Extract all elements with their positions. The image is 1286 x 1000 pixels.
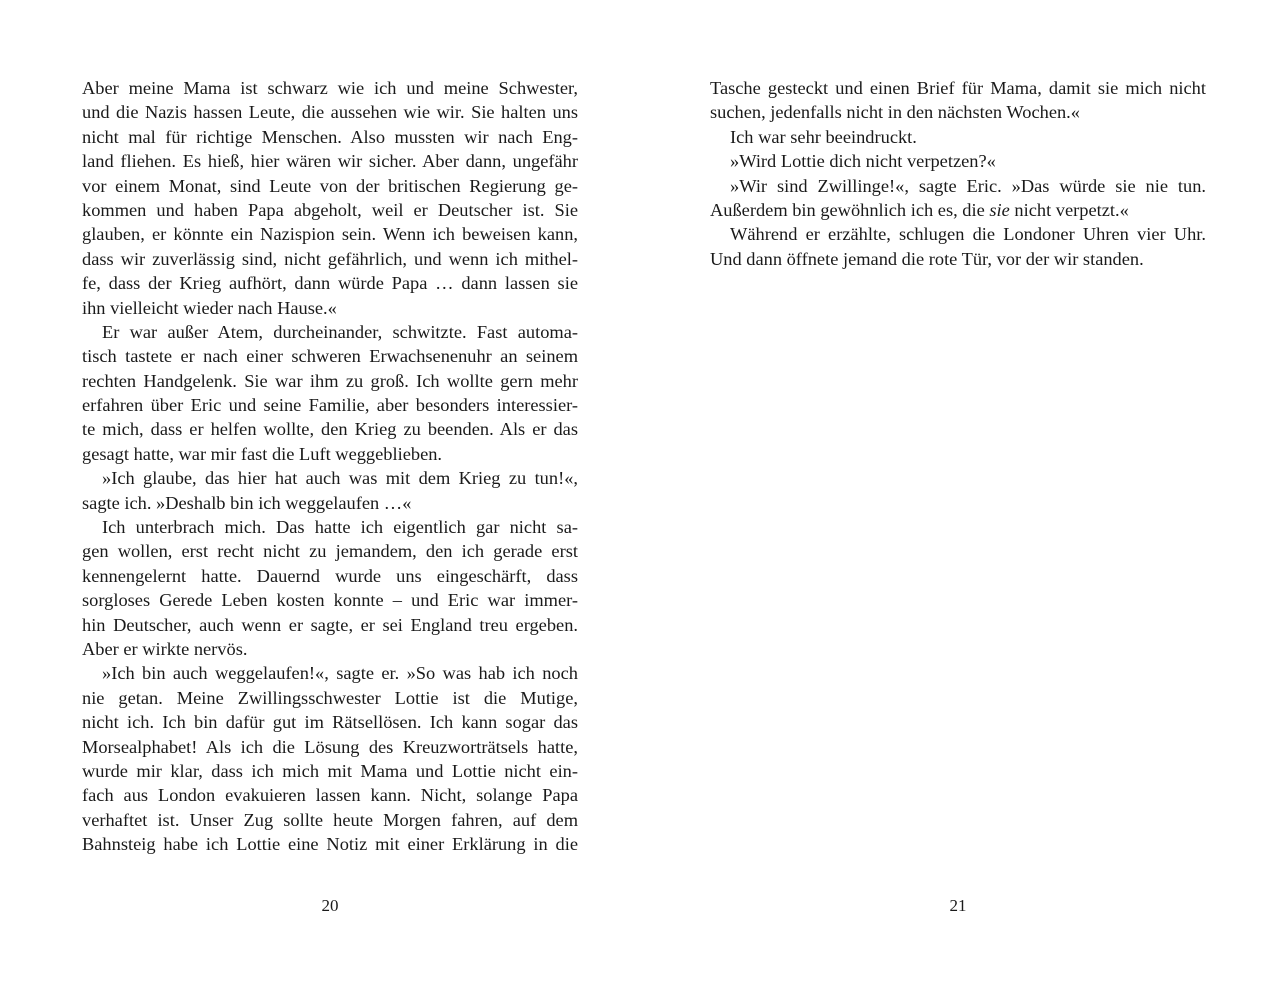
text-line: Bahnsteig habe ich Lottie eine Notiz mit einer Erklärung in die: [82, 834, 578, 855]
right-page-number: 21: [949, 896, 967, 915]
text-segment: nicht verpetzt.«: [1009, 199, 1129, 220]
right-page: [710, 76, 1206, 976]
text-line: dass wir zuverlässig sind, nicht gefährlich, und wenn ich mithel-: [82, 248, 578, 269]
text-line: te mich, dass er helfen wollte, den Krieg zu beenden. Als er das: [82, 419, 578, 440]
text-line: »Ich glaube, das hier hat auch was mit dem Krieg zu tun!«,: [102, 468, 578, 489]
emphasized-text: sie: [989, 199, 1010, 220]
text-line: fach aus London evakuieren lassen kann. Nicht, solange Papa: [82, 785, 578, 806]
text-line: Aber er wirkte nervös.: [82, 638, 248, 659]
text-segment: Außerdem bin gewöhnlich ich es, die: [710, 199, 990, 220]
text-line: erfahren über Eric und seine Familie, aber besonders interessier-: [82, 395, 578, 416]
text-line: gen wollen, erst recht nicht zu jemandem, den ich gerade erst: [82, 541, 578, 562]
text-line: [710, 198, 1206, 222]
text-line: tisch tastete er nach einer schweren Erwachsenenuhr an seinem: [82, 346, 578, 367]
text-line: glauben, er könnte ein Nazispion sein. Wenn ich beweisen kann,: [82, 224, 578, 245]
text-line: Ich unterbrach mich. Das hatte ich eigentlich gar nicht sa-: [102, 517, 578, 538]
text-line: Tasche gesteckt und einen Brief für Mama, damit sie mich nicht: [710, 78, 1206, 98]
left-page: [82, 76, 578, 976]
text-line: nicht ich. Ich bin dafür gut im Rätsellösen. Ich kann sogar das: [82, 712, 578, 733]
text-line: kennengelernt hatte. Dauernd wurde uns eingeschärft, dass: [82, 565, 578, 586]
left-page-number: 20: [321, 896, 339, 915]
text-line: sorgloses Gerede Leben kosten konnte – und Eric war immer-: [82, 590, 578, 611]
left-page-text: [82, 76, 578, 857]
text-line: ihn vielleicht wieder nach Hause.«: [82, 297, 337, 318]
text-line: hin Deutscher, auch wenn er sagte, er sei England treu ergeben.: [82, 614, 578, 635]
text-line: suchen, jedenfalls nicht in den nächsten Wochen.«: [710, 102, 1080, 123]
text-line: sagte ich. »Deshalb bin ich weggelaufen …«: [82, 492, 412, 513]
text-line: »Wird Lottie dich nicht verpetzen?«: [730, 151, 996, 172]
text-line: wurde mir klar, dass ich mich mit Mama und Lottie nicht ein-: [82, 760, 578, 781]
text-line: »Ich bin auch weggelaufen!«, sagte er. »So was hab ich noch: [102, 663, 578, 684]
text-line: kommen und haben Papa abgeholt, weil er Deutscher ist. Sie: [82, 199, 578, 220]
text-line: Morsealphabet! Als ich die Lösung des Kreuzworträtsels hatte,: [82, 736, 578, 757]
text-line: verhaftet ist. Unser Zug sollte heute Morgen fahren, auf dem: [82, 809, 578, 830]
text-line: vor einem Monat, sind Leute von der britischen Regierung ge-: [82, 175, 578, 196]
text-line: nie getan. Meine Zwillingsschwester Lottie ist die Mutige,: [82, 687, 578, 708]
text-line: land fliehen. Es hieß, hier wären wir sicher. Aber dann, ungefähr: [82, 151, 578, 172]
text-line: gesagt hatte, war mir fast die Luft weggeblieben.: [82, 443, 443, 464]
text-line: fe, dass der Krieg aufhört, dann würde Papa … dann lassen sie: [82, 273, 578, 294]
text-line: rechten Handgelenk. Sie war ihm zu groß. Ich wollte gern mehr: [82, 370, 578, 391]
text-line: und die Nazis hassen Leute, die aussehen wie wir. Sie halten uns: [82, 102, 578, 123]
text-line: »Wir sind Zwillinge!«, sagte Eric. »Das würde sie nie tun.: [730, 175, 1206, 196]
text-line: Und dann öffnete jemand die rote Tür, vor der wir standen.: [710, 248, 1144, 269]
text-line: nicht mal für richtige Menschen. Also mussten wir nach Eng-: [82, 126, 578, 147]
right-page-text: [710, 76, 1206, 271]
text-line: Ich war sehr beeindruckt.: [730, 126, 917, 147]
text-line: Während er erzählte, schlugen die Londoner Uhren vier Uhr.: [730, 224, 1206, 245]
text-line: Aber meine Mama ist schwarz wie ich und meine Schwester,: [82, 78, 578, 98]
text-line: Er war außer Atem, durcheinander, schwitzte. Fast automa-: [102, 321, 578, 342]
